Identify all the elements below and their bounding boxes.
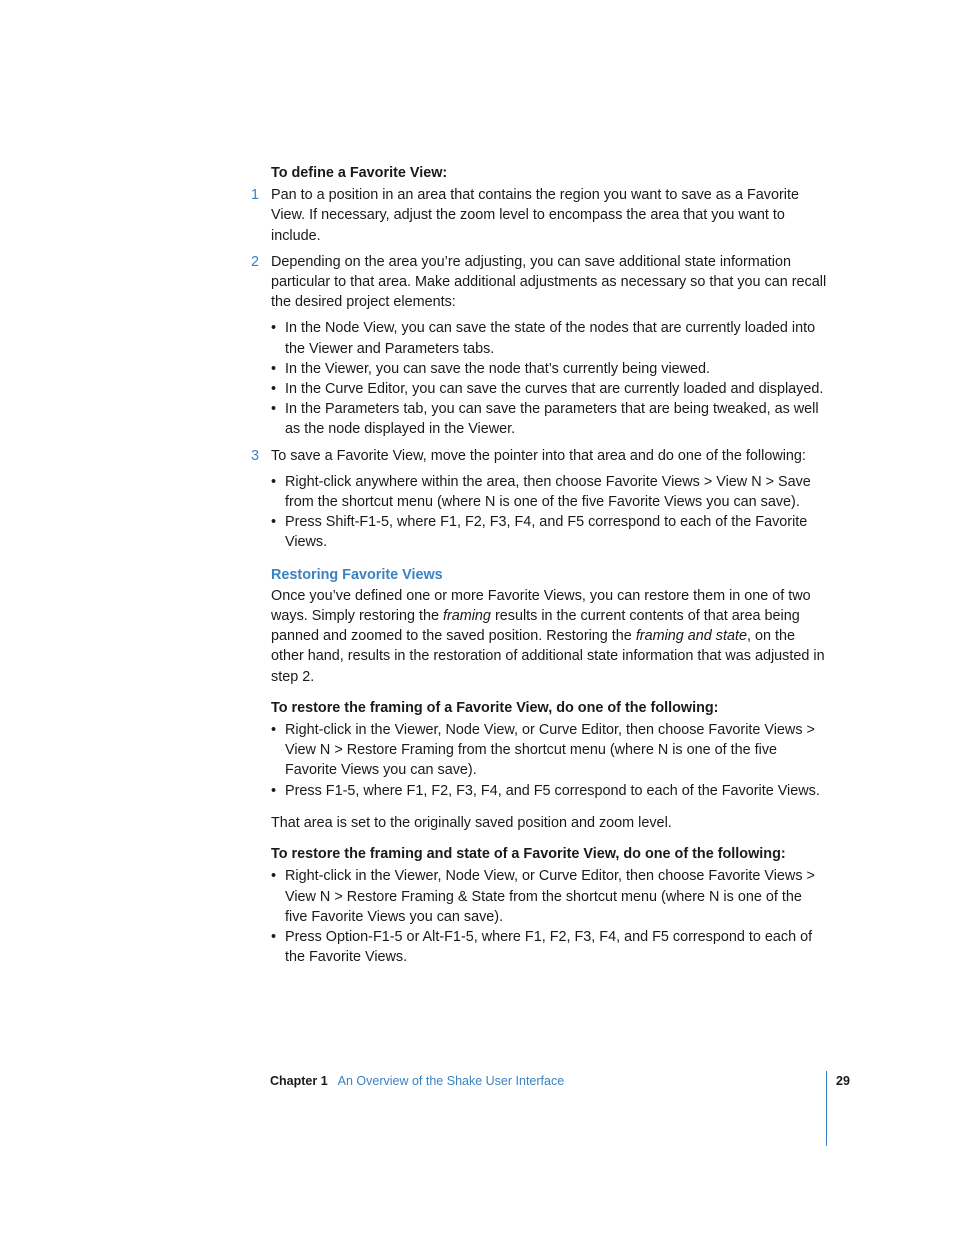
list-item: • Press Shift-F1-5, where F1, F2, F3, F4, and F5 correspond to each of the Favorite Views.: [271, 514, 808, 551]
list-item: • Press F1-5, where F1, F2, F3, F4, and F5 correspond to each of the Favorite Views.: [271, 782, 820, 799]
list-item: • In the Curve Editor, you can save the curves that are currently loaded and displayed.: [271, 381, 824, 398]
task-heading-restore-state: To restore the framing and state of a Favorite View, do one of the following:: [271, 846, 786, 863]
step-text: To save a Favorite View, move the pointer into that area and do one of the following:: [271, 447, 806, 464]
framing-result-text: That area is set to the originally saved position and zoom level.: [271, 814, 672, 831]
list-item: • In the Parameters tab, you can save the parameters that are being tweaked, as well as the node displayed in the Viewer.: [271, 401, 819, 438]
list-item: • Press Option-F1-5 or Alt-F1-5, where F1, F2, F3, F4, and F5 correspond to each of the Favorite Views.: [271, 928, 813, 966]
step-number: 3: [251, 447, 260, 464]
step-3: [251, 446, 827, 466]
chapter-title: An Overview of the Shake User Interface: [337, 1074, 565, 1088]
list-item: • In the Viewer, you can save the node that’s currently being viewed.: [271, 360, 711, 377]
step-2: [251, 252, 827, 313]
step-2-bullet-list: [271, 318, 827, 439]
state-bullet-list: [271, 866, 827, 967]
list-item: • Right-click anywhere within the area, then choose Favorite Views > View N > Save from the shortcut menu (where N is one of the five Favorite Views you can save).: [271, 473, 811, 511]
footer-divider: [826, 1071, 827, 1146]
list-item: • Right-click in the Viewer, Node View, or Curve Editor, then choose Favorite Views > View N > Restore Framing from the shortcut menu (where N is one of the five Favorite Views you can save).: [271, 722, 815, 779]
step-text: Depending on the area you’re adjusting, you can save additional state information particular to that area. Make additional adjustments as necessary so that you can recall the desired project elements:: [271, 253, 827, 311]
framing-bullet-list: [271, 720, 827, 801]
step-1: [251, 185, 827, 246]
step-3-bullet-list: [271, 472, 827, 553]
task-heading-restore-framing: To restore the framing of a Favorite View, do one of the following:: [271, 699, 719, 716]
restore-paragraph: Once you’ve defined one or more Favorite Views, you can restore them in one of two ways. Simply restoring the framing results in the current contents of that area being panned and zoomed to the saved position. Restoring the framing and state, on the other hand, results in the restoration of additional state information that was adjusted in step 2.: [271, 587, 825, 685]
step-text: Pan to a position in an area that contains the region you want to save as a Favorite View. If necessary, adjust the zoom level to encompass the area that you want to include.: [271, 187, 799, 244]
list-item: • In the Node View, you can save the state of the nodes that are currently loaded into the Viewer and Parameters tabs.: [271, 320, 816, 357]
footer-chapter: [270, 1071, 564, 1091]
page-content: [251, 163, 827, 973]
list-item: • Right-click in the Viewer, Node View, or Curve Editor, then choose Favorite Views > View N > Restore Framing & State from the shortcut menu (where N is one of the five Favorite Views you can save).: [271, 868, 815, 925]
task-heading-define: To define a Favorite View:: [271, 165, 448, 181]
step-number: 1: [251, 187, 260, 204]
page-number: 29: [836, 1074, 850, 1088]
section-title: Restoring Favorite Views: [271, 566, 443, 583]
step-number: 2: [251, 253, 260, 270]
chapter-label: Chapter 1: [270, 1074, 328, 1088]
